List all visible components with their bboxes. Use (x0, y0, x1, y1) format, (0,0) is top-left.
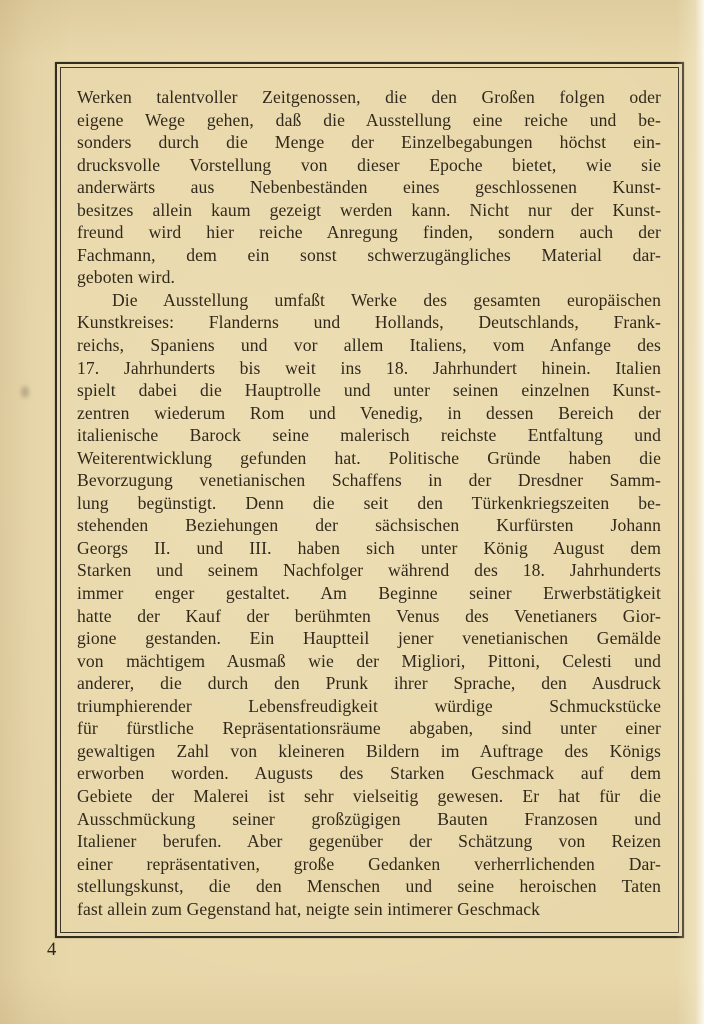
page-number: 4 (47, 940, 57, 960)
text-line: fast allein zum Gegenstand hat, neigte sein intimerer Geschmack (77, 898, 541, 919)
text-line: Gebiete der Malerei ist sehr vielseitig gewesen. Er hat für die (77, 785, 661, 806)
text-line: freund wird hier reiche Anregung finden, sondern auch der (77, 222, 661, 243)
text-line: einer repräsentativen, große Gedanken verherrlichenden Dar- (77, 853, 661, 874)
text-line: spielt dabei die Hauptrolle und unter seinen einzelnen Kunst- (77, 380, 661, 401)
text-line: Starken und seinem Nachfolger während des 18. Jahrhunderts (77, 560, 661, 581)
text-line: besitzes allein kaum gezeigt werden kann. Nicht nur der Kunst- (77, 199, 661, 220)
text-line: hatte der Kauf der berühmten Venus des Venetianers Gior- (77, 605, 661, 626)
text-line: sonders durch die Menge der Einzelbegabungen höchst ein- (77, 132, 661, 153)
text-line: zentren wiederum Rom und Venedig, in dessen Bereich der (77, 402, 661, 423)
text-line: geboten wird. (77, 267, 176, 288)
text-line: Werken talentvoller Zeitgenossen, die den Großen folgen oder (77, 87, 661, 107)
text-line: von mächtigem Ausmaß wie der Migliori, Pittoni, Celesti und (77, 650, 661, 671)
text-line: stehenden Beziehungen der sächsischen Kurfürsten Johann (77, 515, 661, 536)
text-line: Ausschmückung seiner großzügigen Bauten Franzosen und (77, 808, 661, 829)
body-text (77, 86, 661, 920)
text-line: Georgs II. und III. haben sich unter König August dem (77, 537, 661, 558)
paper-smudge (16, 380, 34, 404)
text-line: reichs, Spaniens und vor allem Italiens, vom Anfange des (77, 335, 661, 356)
text-line: anderwärts aus Nebenbeständen eines geschlossenen Kunst- (77, 177, 661, 198)
text-line: Fachmann, dem ein sonst schwerzugängliches Material dar- (77, 244, 661, 265)
text-line: gione gestanden. Ein Hauptteil jener venetianischen Gemälde (77, 628, 661, 649)
text-line: italienische Barock seine malerisch reichste Entfaltung und (77, 425, 661, 446)
text-line: Die Ausstellung umfaßt Werke des gesamten europäischen (112, 289, 661, 310)
text-line: Bevorzugung venetianischen Schaffens in der Dresdner Samm- (77, 470, 661, 491)
text-line: Kunstkreises: Flanderns und Hollands, Deutschlands, Frank- (77, 312, 661, 333)
text-line: eigene Wege gehen, daß die Ausstellung eine reiche und be- (77, 109, 661, 130)
text-line: erworben worden. Augusts des Starken Geschmack auf dem (77, 763, 661, 784)
text-line: immer enger gestaltet. Am Beginne seiner Erwerbstätigkeit (77, 583, 661, 604)
text-line: für fürstliche Repräsentationsräume abgaben, sind unter einer (77, 718, 661, 739)
text-line: gewaltigen Zahl von kleineren Bildern im Auftrage des Königs (77, 740, 661, 761)
text-line: lung begünstigt. Denn die seit den Türkenkriegszeiten be- (77, 492, 661, 513)
text-line: Italiener berufen. Aber gegenüber der Schätzung von Reizen (77, 831, 661, 852)
text-line: stellungskunst, die den Menschen und seine heroischen Taten (77, 876, 661, 897)
text-line: drucksvolle Vorstellung von dieser Epoche bietet, wie sie (77, 154, 661, 175)
text-line: anderer, die durch den Prunk ihrer Sprache, den Ausdruck (77, 673, 661, 694)
text-line: 17. Jahrhunderts bis weit ins 18. Jahrhundert hinein. Italien (77, 357, 661, 378)
text-line: triumphierender Lebensfreudigkeit würdige Schmuckstücke (77, 695, 661, 716)
text-line: Weiterentwicklung gefunden hat. Politische Gründe haben die (77, 447, 661, 468)
